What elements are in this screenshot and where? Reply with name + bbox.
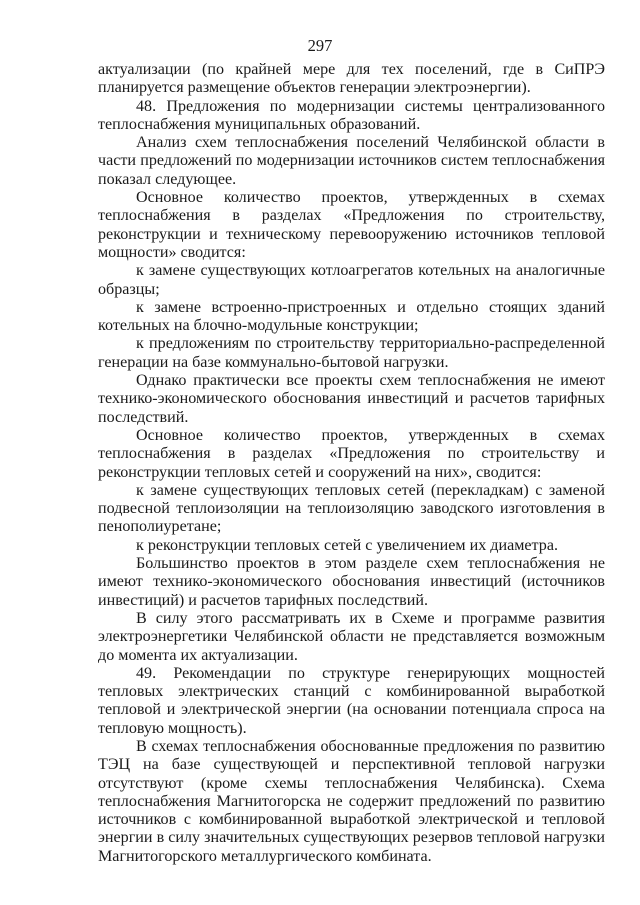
paragraph-source-projects: Основное количество проектов, утвержденных в схемах теплоснабжения в разделах «Предложения по строительству, реконструкции и техническому перевооружению источников тепловой мощности» сводится: <box>98 189 605 261</box>
paragraph-continuation: актуализации (по крайней мере для тех поселений, где в СиПРЭ планируется размещение объектов генерации электроэнергии). <box>98 61 605 97</box>
paragraph-network-projects: Основное количество проектов, утвержденных в схемах теплоснабжения в разделах «Предложения по строительству и реконструкции тепловых сетей и сооружений на них», сводится: <box>98 426 605 481</box>
list-item-distributed-generation: к предложениям по строительству территориально-распределенной генерации на базе коммунально-бытовой нагрузки. <box>98 335 605 371</box>
body-text <box>98 61 605 866</box>
paragraph-conclusion: В силу этого рассматривать их в Схеме и программе развития электроэнергетики Челябинской области не представляется возможным до момента их актуализации. <box>98 609 605 664</box>
paragraph-most-projects: Большинство проектов в этом разделе схем теплоснабжения не имеют технико-экономического обоснования инвестиций (источников инвестиций) и расчетов тарифных последствий. <box>98 555 605 609</box>
list-item-boiler-replacement: к замене существующих котлоагрегатов котельных на аналогичные образцы; <box>98 262 605 298</box>
list-item-diameter-increase: к реконструкции тепловых сетей с увеличением их диаметра. <box>136 536 558 554</box>
paragraph-tec-proposals: В схемах теплоснабжения обоснованные предложения по развитию ТЭЦ на базе существующей и перспективной тепловой нагрузки отсутствуют (кроме схемы теплоснабжения Челябинска). Схема теплоснабжения Магнитогорска не содержит предложений по развитию источников с комбинированной выработкой электрической и тепловой энергии в силу значительных существующих резервов тепловой нагрузки Магнитогорского металлургического комбината. <box>98 737 605 865</box>
list-item-building-replacement: к замене встроенно-пристроенных и отдельно стоящих зданий котельных на блочно-модульные конструкции; <box>98 298 605 335</box>
section-49-heading: 49. Рекомендации по структуре генерирующих мощностей тепловых электрических станций с комбинированной выработкой тепловой и электрической энергии (на основании потенциала спроса на тепловую мощность). <box>98 664 605 737</box>
list-item-network-replacement: к замене существующих тепловых сетей (перекладкам) с заменой подвесной теплоизоляции на теплоизоляцию заводского изготовления в пенополиуретане; <box>98 481 605 536</box>
page-number: 297 <box>307 36 333 55</box>
paragraph-no-justification: Однако практически все проекты схем теплоснабжения не имеют технико-экономического обоснования инвестиций и расчетов тарифных последствий. <box>98 372 605 426</box>
paragraph-analysis: Анализ схем теплоснабжения поселений Челябинской области в части предложений по модернизации источников систем теплоснабжения показал следующее. <box>98 134 605 188</box>
section-48-heading: 48. Предложения по модернизации системы централизованного теплоснабжения муниципальных образований. <box>98 97 605 133</box>
